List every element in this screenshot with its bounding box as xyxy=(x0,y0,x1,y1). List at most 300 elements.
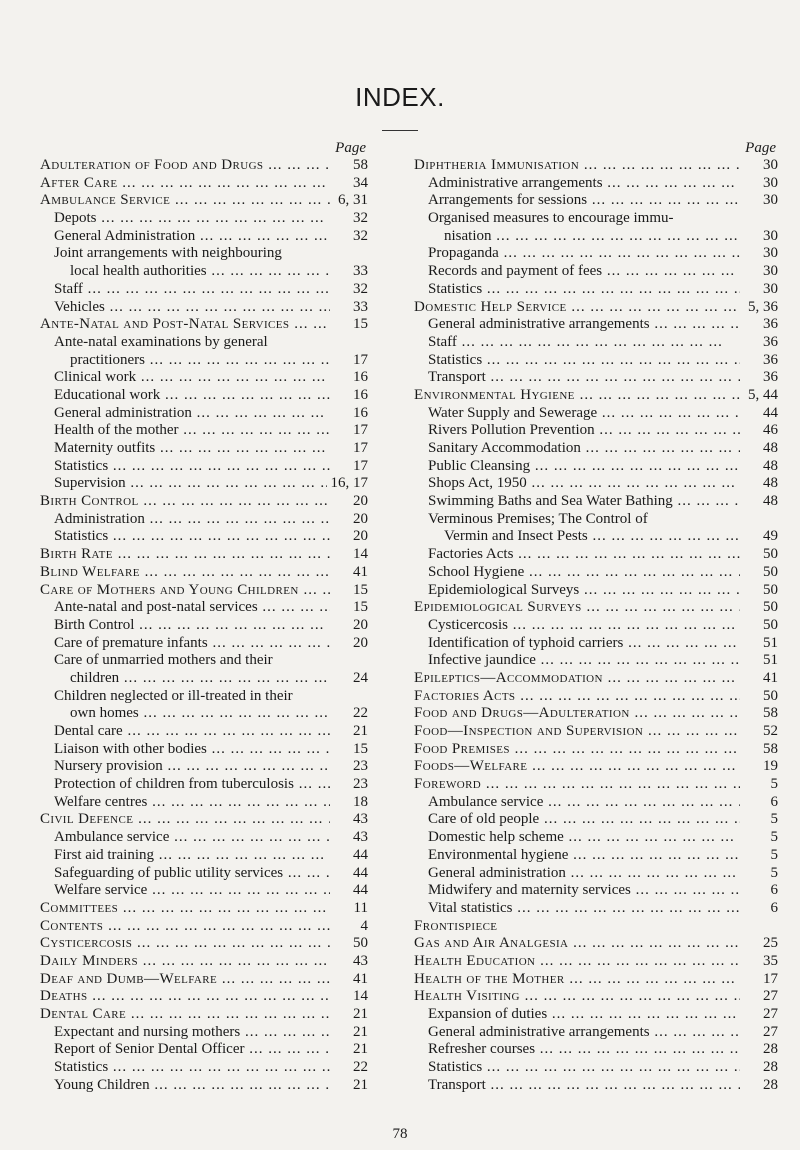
index-entry-page: 48 xyxy=(763,493,778,510)
index-entry xyxy=(40,316,368,334)
index-entry-text: Maternity outfits ... . xyxy=(40,440,330,458)
index-entry xyxy=(414,387,778,405)
index-entry-page: 36 xyxy=(763,351,778,368)
index-entry xyxy=(40,670,368,688)
index-entry-text: First aid training ... . xyxy=(40,847,330,865)
index-entry-text: Administrative arrangements ... . xyxy=(414,175,740,193)
index-entry-text: Expansion of duties ... . xyxy=(414,1006,740,1024)
index-entry-page: 30 xyxy=(763,174,778,191)
index-entry-page: 30 xyxy=(763,192,778,209)
index-entry xyxy=(40,228,368,246)
index-entry-page: 41 xyxy=(353,970,368,987)
index-entry xyxy=(40,1006,368,1024)
index-entry xyxy=(40,352,368,370)
index-entry-text: Gas and Air Analgesia ... . xyxy=(414,935,740,953)
index-entry-text: Ambulance Service ... . xyxy=(40,192,330,210)
index-entry-text: Vehicles ... . xyxy=(40,299,330,317)
index-entry-text: Sanitary Accommodation ... . xyxy=(414,440,740,458)
index-entry xyxy=(414,794,778,812)
index-entry-text: Welfare service ... . xyxy=(40,882,330,900)
index-entry-text: Organised measures to encourage immu- xyxy=(428,210,674,227)
index-entry-text: Deaths ... . xyxy=(40,988,330,1006)
index-entry xyxy=(414,652,778,670)
index-entry-text: Factories Acts ... . xyxy=(414,688,740,706)
index-entry-page: 27 xyxy=(763,988,778,1005)
index-entry-page: 32 xyxy=(353,227,368,244)
index-entry xyxy=(414,511,778,529)
index-entry-text: Administration ... . xyxy=(40,511,330,529)
index-entry-page: 6 xyxy=(770,793,778,810)
index-entry-text: Epidemiological Surveys ... . xyxy=(414,599,740,617)
index-entry-text: Epidemiological Surveys ... . xyxy=(414,582,740,600)
index-entry-page: 32 xyxy=(353,210,368,227)
index-entry-page: 16 xyxy=(353,369,368,386)
index-entry-page: 4 xyxy=(360,917,368,934)
index-entry xyxy=(40,405,368,423)
index-entry-text: Transport ... . xyxy=(414,369,740,387)
index-entry-text: General administration ... . xyxy=(40,405,330,423)
index-entry-text: Verminous Premises; The Control of xyxy=(428,510,648,527)
index-entry-text: nisation ... . xyxy=(414,228,740,246)
index-entry xyxy=(40,192,368,210)
index-entry-page: 14 xyxy=(353,546,368,563)
index-entry-page: 48 xyxy=(763,475,778,492)
index-entry-text: Ante-natal examinations by general xyxy=(54,333,268,350)
index-entry-page: 43 xyxy=(353,811,368,828)
index-entry-page: 16, 17 xyxy=(330,475,368,492)
index-entry-text: Blind Welfare ... . xyxy=(40,564,330,582)
index-entry xyxy=(414,882,778,900)
index-entry-page: 48 xyxy=(763,440,778,456)
index-entry xyxy=(40,245,368,263)
index-entry-text: Report of Senior Dental Officer ... . xyxy=(40,1041,330,1059)
index-entry xyxy=(40,900,368,918)
index-entry xyxy=(414,369,778,387)
index-entry-text: Cysticercosis ... . xyxy=(40,935,330,953)
index-entry-text: Propaganda ... . xyxy=(414,245,740,263)
index-entry-page: 17 xyxy=(763,970,778,987)
index-entry-page: 20 xyxy=(353,528,368,545)
index-entry-page: 28 xyxy=(763,1041,778,1058)
index-entry-page: 17 xyxy=(353,440,368,456)
index-entry-page: 15 xyxy=(353,740,368,757)
index-entry-text: Deaf and Dumb—Welfare ... . xyxy=(40,971,330,989)
index-entry xyxy=(414,546,778,564)
index-entry-page: 44 xyxy=(353,864,368,881)
index-entry-text: Educational work ... . xyxy=(40,387,330,405)
index-entry-text: General administrative arrangements ... . xyxy=(414,1024,740,1042)
index-entry-text: own homes ... . xyxy=(40,705,330,723)
index-entry xyxy=(40,971,368,989)
index-entry-text: Transport ... . xyxy=(414,1077,740,1095)
index-entry-page: 15 xyxy=(353,316,368,333)
index-entry-text: Dental Care ... . xyxy=(40,1006,330,1024)
index-entry-text: Adulteration of Food and Drugs ... . xyxy=(40,157,330,175)
index-entry-page: 15 xyxy=(353,581,368,598)
index-entry xyxy=(40,369,368,387)
index-entry-text: Care of old people ... . xyxy=(414,811,740,829)
index-entry-text: Joint arrangements with neighbouring xyxy=(54,245,282,262)
index-entry-page: 30 xyxy=(763,245,778,262)
index-entry-text: Young Children ... . xyxy=(40,1077,330,1095)
index-entry-text: Birth Control ... . xyxy=(40,617,330,635)
index-entry xyxy=(414,352,778,370)
index-entry xyxy=(40,988,368,1006)
index-entry xyxy=(40,705,368,723)
index-entry-text: Domestic Help Service ... . xyxy=(414,299,740,317)
index-entry-page: 21 xyxy=(353,1023,368,1040)
index-entry xyxy=(40,741,368,759)
index-entry xyxy=(414,475,778,493)
index-entry-page: 50 xyxy=(763,687,778,704)
index-entry xyxy=(414,316,778,334)
index-entry-page: 22 xyxy=(353,705,368,722)
index-entry-page: 50 xyxy=(763,599,778,616)
index-entry-page: 51 xyxy=(763,634,778,651)
index-entry-text: Infective jaundice ... . xyxy=(414,652,740,670)
index-entry-page: 24 xyxy=(353,669,368,686)
index-entry-page: 20 xyxy=(353,493,368,510)
index-entry-text: Liaison with other bodies ... . xyxy=(40,741,330,759)
index-entry xyxy=(414,1077,778,1095)
index-entry-page: 25 xyxy=(763,935,778,952)
index-entry-page: 5 xyxy=(770,776,778,793)
index-entry-text: Domestic help scheme ... . xyxy=(414,829,740,847)
index-entry-page: 33 xyxy=(353,263,368,280)
index-entry-text: Epileptics—Accommodation ... . xyxy=(414,670,740,688)
index-entry xyxy=(414,157,778,175)
index-entry-page: 6 xyxy=(770,899,778,916)
index-entry xyxy=(40,458,368,476)
index-entry-page: 44 xyxy=(353,846,368,863)
index-entry-page: 28 xyxy=(763,1059,778,1076)
index-entry-text: Statistics ... . xyxy=(414,1059,740,1077)
index-entry-page: 20 xyxy=(353,510,368,527)
index-entry xyxy=(414,953,778,971)
index-entry-page: 16 xyxy=(353,386,368,403)
index-entry xyxy=(414,228,778,246)
index-entry xyxy=(40,829,368,847)
index-entry xyxy=(40,758,368,776)
index-entry xyxy=(414,918,778,936)
index-entry xyxy=(40,652,368,670)
index-entry-page: 50 xyxy=(763,563,778,580)
index-entry-text: local health authorities ... . xyxy=(40,263,330,281)
index-entry xyxy=(40,599,368,617)
index-entry-page: 46 xyxy=(763,422,778,439)
index-entry-text: Shops Act, 1950 ... . xyxy=(414,475,740,493)
index-entry-page: 5 xyxy=(770,864,778,881)
index-entry-text: Safeguarding of public utility services ... . xyxy=(40,865,330,883)
index-entry xyxy=(414,599,778,617)
index-entry xyxy=(40,794,368,812)
index-entry-text: Birth Control ... . xyxy=(40,493,330,511)
index-entry-text: Ante-natal and post-natal services ... . xyxy=(40,599,330,617)
index-entry xyxy=(40,175,368,193)
index-entry-page: 41 xyxy=(763,669,778,686)
index-entry-page: 6 xyxy=(770,882,778,899)
index-entry-text: Environmental hygiene ... . xyxy=(414,847,740,865)
index-entry-text: Committees ... . xyxy=(40,900,330,918)
index-entry xyxy=(414,458,778,476)
index-entry-page: 44 xyxy=(353,882,368,899)
index-entry xyxy=(414,263,778,281)
index-entry xyxy=(414,528,778,546)
index-entry-text: Staff ... . xyxy=(40,281,330,299)
index-entry xyxy=(414,440,778,458)
index-entry-text: Expectant and nursing mothers ... . xyxy=(40,1024,330,1042)
index-entry-text: Swimming Baths and Sea Water Bathing ... . xyxy=(414,493,740,511)
index-entry-page: 20 xyxy=(353,634,368,651)
index-entry xyxy=(40,263,368,281)
index-entry-page: 36 xyxy=(763,316,778,333)
index-entry xyxy=(414,758,778,776)
index-entry xyxy=(40,475,368,493)
index-entry-text: Food—Inspection and Supervision ... . xyxy=(414,723,740,741)
index-entry-text: Staff ... . xyxy=(414,334,740,352)
index-entry-text: Identification of typhoid carriers ... . xyxy=(414,635,740,653)
index-entry-page: 21 xyxy=(353,1041,368,1058)
index-entry-text: Statistics ... . xyxy=(40,528,330,546)
index-entry xyxy=(414,688,778,706)
index-entry-text: General administration ... . xyxy=(414,865,740,883)
index-entry-page: 43 xyxy=(353,829,368,846)
index-entry-text: Vermin and Insect Pests ... . xyxy=(414,528,740,546)
index-entry xyxy=(40,299,368,317)
index-entry xyxy=(40,723,368,741)
index-entry-page: 50 xyxy=(353,935,368,952)
index-entry-text: Statistics ... . xyxy=(40,1059,330,1077)
index-entry-text: Ante-Natal and Post-Natal Services ... . xyxy=(40,316,330,334)
index-entry-text: Health of the mother ... . xyxy=(40,422,330,440)
index-entry xyxy=(40,564,368,582)
index-entry xyxy=(414,776,778,794)
index-entry xyxy=(414,865,778,883)
index-entry-text: Water Supply and Sewerage ... . xyxy=(414,405,740,423)
index-entry xyxy=(414,245,778,263)
index-entry-text: Statistics ... . xyxy=(414,281,740,299)
index-entry-page: 51 xyxy=(763,652,778,669)
index-entry xyxy=(414,422,778,440)
index-entry-text: Birth Rate ... . xyxy=(40,546,330,564)
index-entry-page: 5, 36 xyxy=(748,298,778,315)
index-entry-text: Public Cleansing ... . xyxy=(414,458,740,476)
index-entry xyxy=(414,617,778,635)
index-entry-page: 11 xyxy=(353,899,368,916)
index-entry xyxy=(414,741,778,759)
index-entry xyxy=(414,705,778,723)
index-entry-page: 50 xyxy=(763,546,778,563)
index-entry-page: 5, 44 xyxy=(748,386,778,403)
index-entry-text: Supervision ... . xyxy=(40,475,327,493)
index-entry xyxy=(414,971,778,989)
index-entry-text: Environmental Hygiene ... . xyxy=(414,387,740,405)
index-entry-page: 20 xyxy=(353,616,368,633)
index-entry xyxy=(414,175,778,193)
index-entry xyxy=(40,1024,368,1042)
index-entry-page: 49 xyxy=(763,528,778,545)
index-entry-text: Statistics ... . xyxy=(414,352,740,370)
index-entry xyxy=(40,157,368,175)
index-entry-text: Records and payment of fees ... . xyxy=(414,263,740,281)
index-entry-page: 30 xyxy=(763,263,778,280)
index-entry xyxy=(40,617,368,635)
index-list-left xyxy=(40,157,368,1094)
index-entry xyxy=(40,511,368,529)
index-entry xyxy=(40,918,368,936)
index-entry-page: 14 xyxy=(353,988,368,1005)
index-entry-page: 5 xyxy=(770,811,778,828)
index-entry-page: 33 xyxy=(353,298,368,315)
index-entry xyxy=(414,900,778,918)
index-entry-text: Welfare centres ... . xyxy=(40,794,330,812)
index-entry-page: 6, 31 xyxy=(338,192,368,209)
index-entry xyxy=(414,192,778,210)
index-entry-text: General administrative arrangements ... . xyxy=(414,316,740,334)
index-entry xyxy=(40,1041,368,1059)
index-entry-text: Health Visiting ... . xyxy=(414,988,740,1006)
index-entry-text: General Administration ... . xyxy=(40,228,330,246)
index-entry-text: Daily Minders ... . xyxy=(40,953,330,971)
index-entry-text: Health of the Mother ... . xyxy=(414,971,740,989)
index-entry-text: School Hygiene ... . xyxy=(414,564,740,582)
index-entry xyxy=(414,829,778,847)
index-entry xyxy=(40,281,368,299)
index-entry-text: Foods—Welfare ... . xyxy=(414,758,740,776)
index-entry-page: 27 xyxy=(763,1023,778,1040)
index-entry xyxy=(414,493,778,511)
index-entry xyxy=(40,882,368,900)
index-entry-text: Clinical work ... . xyxy=(40,369,330,387)
index-entry-page: 52 xyxy=(763,723,778,739)
index-entry-text: Ambulance service ... . xyxy=(40,829,330,847)
index-entry-page: 58 xyxy=(353,157,368,173)
index-entry xyxy=(414,210,778,228)
index-entry-page: 30 xyxy=(763,280,778,297)
index-entry-page: 27 xyxy=(763,1006,778,1022)
index-entry-text: Vital statistics ... . xyxy=(414,900,740,918)
index-entry xyxy=(414,281,778,299)
index-entry-text: Depots ... . xyxy=(40,210,330,228)
index-entry xyxy=(40,387,368,405)
index-entry-page: 41 xyxy=(353,563,368,580)
index-entry-page: 48 xyxy=(763,457,778,474)
index-entry-text: practitioners ... . xyxy=(40,352,330,370)
index-entry-page: 18 xyxy=(353,793,368,810)
index-entry-text: Foreword ... . xyxy=(414,776,740,794)
index-entry xyxy=(40,635,368,653)
index-entry xyxy=(40,847,368,865)
index-entry-text: Civil Defence ... . xyxy=(40,811,330,829)
index-entry-page: 15 xyxy=(353,599,368,616)
index-entry-text: Frontispiece xyxy=(414,917,498,934)
index-entry-text: Cysticercosis ... . xyxy=(414,617,740,635)
index-entry-page: 30 xyxy=(763,227,778,244)
index-entry xyxy=(414,811,778,829)
index-entry xyxy=(40,582,368,600)
index-entry xyxy=(40,528,368,546)
index-entry-text: Diphtheria Immunisation ... . xyxy=(414,157,740,175)
page-title: INDEX. xyxy=(355,82,445,112)
index-entry-text: Food Premises ... . xyxy=(414,741,740,759)
index-entry-text: Nursery provision ... . xyxy=(40,758,330,776)
index-entry-page: 28 xyxy=(763,1076,778,1093)
index-entry-text: Care of premature infants ... . xyxy=(40,635,330,653)
index-column-right xyxy=(414,140,778,1094)
index-entry-page: 17 xyxy=(353,422,368,439)
index-entry-page: 17 xyxy=(353,457,368,474)
page-column-label: Page xyxy=(335,140,366,156)
index-entry xyxy=(414,1041,778,1059)
index-entry-text: Arrangements for sessions ... . xyxy=(414,192,740,210)
index-entry xyxy=(40,546,368,564)
index-entry xyxy=(414,935,778,953)
index-entry-page: 21 xyxy=(353,1006,368,1022)
index-entry-text: Ambulance service ... . xyxy=(414,794,740,812)
index-entry xyxy=(414,1006,778,1024)
index-entry-text: After Care ... . xyxy=(40,175,330,193)
index-entry-text: Children neglected or ill-treated in their xyxy=(54,687,293,704)
index-entry xyxy=(40,688,368,706)
index-entry-page: 21 xyxy=(353,723,368,739)
index-entry-text: Factories Acts ... . xyxy=(414,546,740,564)
index-entry xyxy=(414,299,778,317)
index-entry xyxy=(414,1024,778,1042)
index-entry xyxy=(414,582,778,600)
index-entry-page: 5 xyxy=(770,846,778,863)
index-entry-page: 43 xyxy=(353,952,368,969)
index-entry-text: Care of unmarried mothers and their xyxy=(54,652,273,669)
index-entry-page: 23 xyxy=(353,758,368,775)
index-entry xyxy=(414,635,778,653)
index-entry xyxy=(40,935,368,953)
index-entry-page: 36 xyxy=(763,333,778,350)
index-entry-page: 21 xyxy=(353,1076,368,1093)
index-entry xyxy=(414,1059,778,1077)
index-entry-page: 34 xyxy=(353,174,368,191)
index-entry xyxy=(40,811,368,829)
index-entry-page: 35 xyxy=(763,952,778,969)
index-entry xyxy=(414,723,778,741)
index-entry-text: Statistics ... . xyxy=(40,458,330,476)
index-entry-text: Refresher courses ... . xyxy=(414,1041,740,1059)
index-entry-page: 5 xyxy=(770,829,778,846)
index-entry-page: 16 xyxy=(353,404,368,421)
index-entry-text: Contents ... . xyxy=(40,918,330,936)
index-entry-page: 50 xyxy=(763,616,778,633)
index-entry-text: children ... . xyxy=(40,670,330,688)
index-entry-text: Protection of children from tuberculosis ... . xyxy=(40,776,330,794)
index-entry xyxy=(414,334,778,352)
index-entry xyxy=(414,847,778,865)
page-number: 78 xyxy=(392,1126,408,1142)
index-entry xyxy=(414,405,778,423)
index-entry-page: 44 xyxy=(763,404,778,421)
index-entry xyxy=(40,865,368,883)
index-entry xyxy=(40,334,368,352)
index-entry xyxy=(40,493,368,511)
index-entry xyxy=(40,1077,368,1095)
index-entry-page: 22 xyxy=(353,1059,368,1076)
index-entry-page: 50 xyxy=(763,581,778,598)
index-entry xyxy=(40,776,368,794)
index-entry xyxy=(40,953,368,971)
index-entry-page: 23 xyxy=(353,776,368,793)
index-entry xyxy=(414,670,778,688)
index-entry-page: 17 xyxy=(353,351,368,368)
index-entry xyxy=(414,564,778,582)
index-entry-page: 58 xyxy=(763,705,778,722)
